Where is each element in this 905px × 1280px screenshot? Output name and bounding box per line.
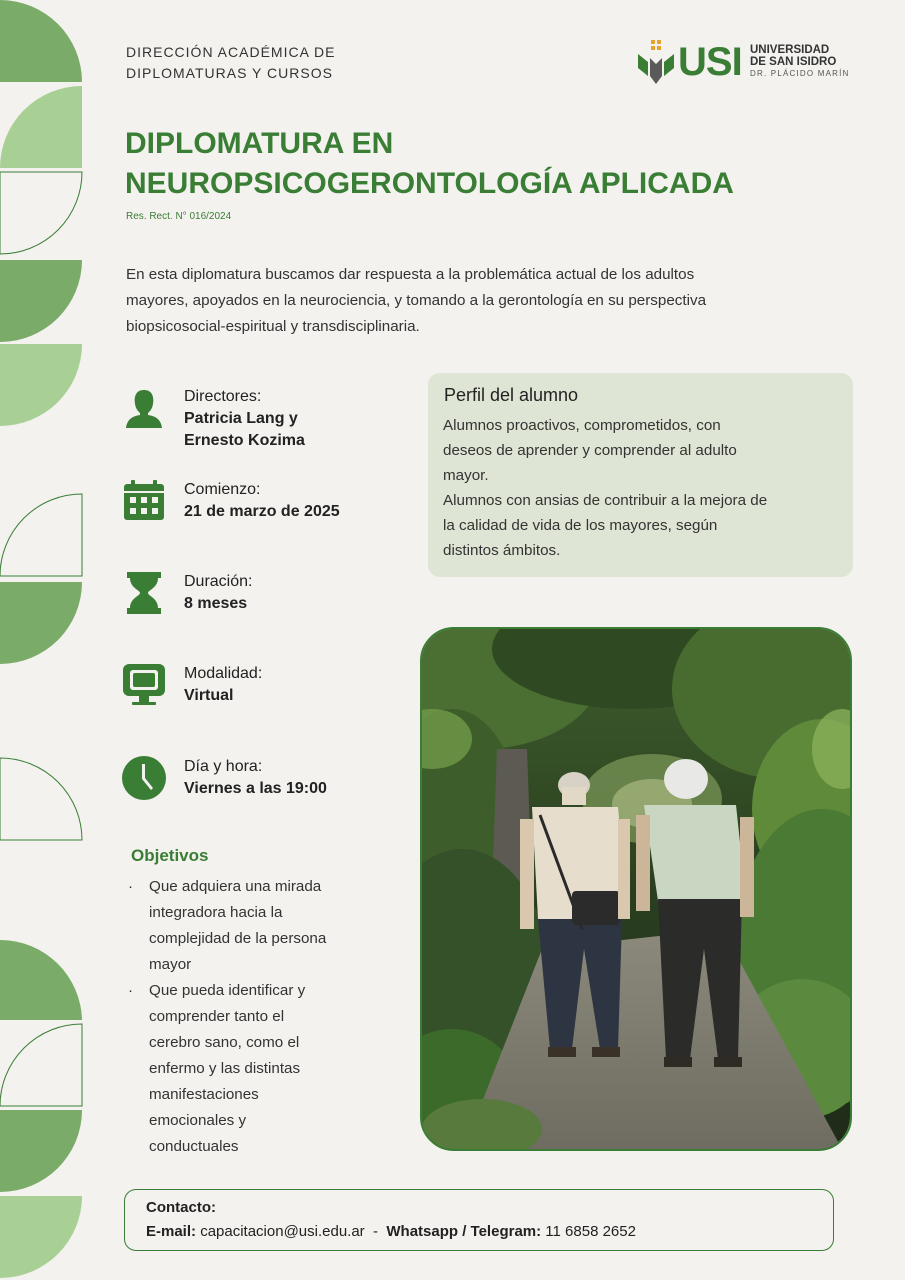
schedule-info: Día y hora: Viernes a las 19:00 bbox=[184, 758, 327, 797]
student-profile-panel bbox=[428, 373, 853, 577]
list-item: · Que pueda identificar y comprender tanto el cerebro sano, como el enfermo y las distintas manifestaciones emocionales y conductuales bbox=[128, 978, 326, 1160]
student-profile-text: Alumnos proactivos, comprometidos, con deseos de aprender y comprender al adulto mayor. Alumnos con ansias de contribuir a la mejora de la calidad de vida de los mayores, según distintos ámbitos. bbox=[443, 417, 768, 559]
bullet: · bbox=[128, 878, 134, 895]
separator: - bbox=[373, 1223, 379, 1240]
resolution-number: Res. Rect. N° 016/2024 bbox=[126, 211, 232, 222]
university-name: UNIVERSIDAD DE SAN ISIDRO DR. PLÁCIDO MARÍN bbox=[750, 44, 850, 78]
hourglass-icon bbox=[121, 570, 167, 616]
calendar-icon bbox=[121, 478, 167, 524]
photo-illustration bbox=[422, 629, 852, 1151]
objectives-list bbox=[128, 874, 326, 1160]
list-item: · Que adquiera una mirada integradora hacia la complejidad de la persona mayor bbox=[128, 874, 326, 978]
photo-elderly-couple-walking bbox=[420, 627, 852, 1151]
email-link[interactable]: capacitacion@usi.edu.ar bbox=[200, 1223, 365, 1240]
clock-icon bbox=[121, 755, 167, 801]
department-name: DIRECCIÓN ACADÉMICA DE DIPLOMATURAS Y CURSOS bbox=[126, 44, 336, 81]
contact-box bbox=[124, 1189, 834, 1251]
page-title: DIPLOMATURA EN NEUROPSICOGERONTOLOGÍA APLICADA bbox=[125, 127, 734, 200]
intro-paragraph: En esta diplomatura buscamos dar respuesta a la problemática actual de los adultos mayores, apoyados en la neurociencia, y tomando a la gerontología en su perspectiva biopsicosocial-espiritual y transdisciplinaria. bbox=[126, 266, 707, 335]
phone-label: Whatsapp / Telegram: bbox=[386, 1223, 542, 1240]
objectives-title: Objetivos bbox=[131, 846, 209, 865]
directors-info: Directores: Patricia Lang y Ernesto Kozima bbox=[184, 388, 305, 449]
phone-number[interactable]: 11 6858 2652 bbox=[545, 1223, 636, 1240]
contact-line bbox=[146, 1223, 636, 1240]
decorative-leaf-pattern bbox=[0, 0, 85, 1280]
usi-logo-mark-icon bbox=[636, 38, 676, 86]
modality-info: Modalidad: Virtual bbox=[184, 665, 263, 704]
student-profile-title: Perfil del alumno bbox=[444, 385, 579, 405]
person-icon bbox=[121, 386, 167, 432]
start-date-info: Comienzo: 21 de marzo de 2025 bbox=[184, 481, 340, 520]
email-label: E-mail: bbox=[146, 1223, 197, 1240]
contact-title: Contacto: bbox=[146, 1199, 216, 1216]
usi-logo-word: USI bbox=[678, 40, 742, 84]
bullet: · bbox=[128, 982, 134, 999]
duration-info: Duración: 8 meses bbox=[184, 573, 253, 612]
monitor-icon bbox=[121, 662, 167, 708]
usi-logo bbox=[636, 38, 861, 86]
